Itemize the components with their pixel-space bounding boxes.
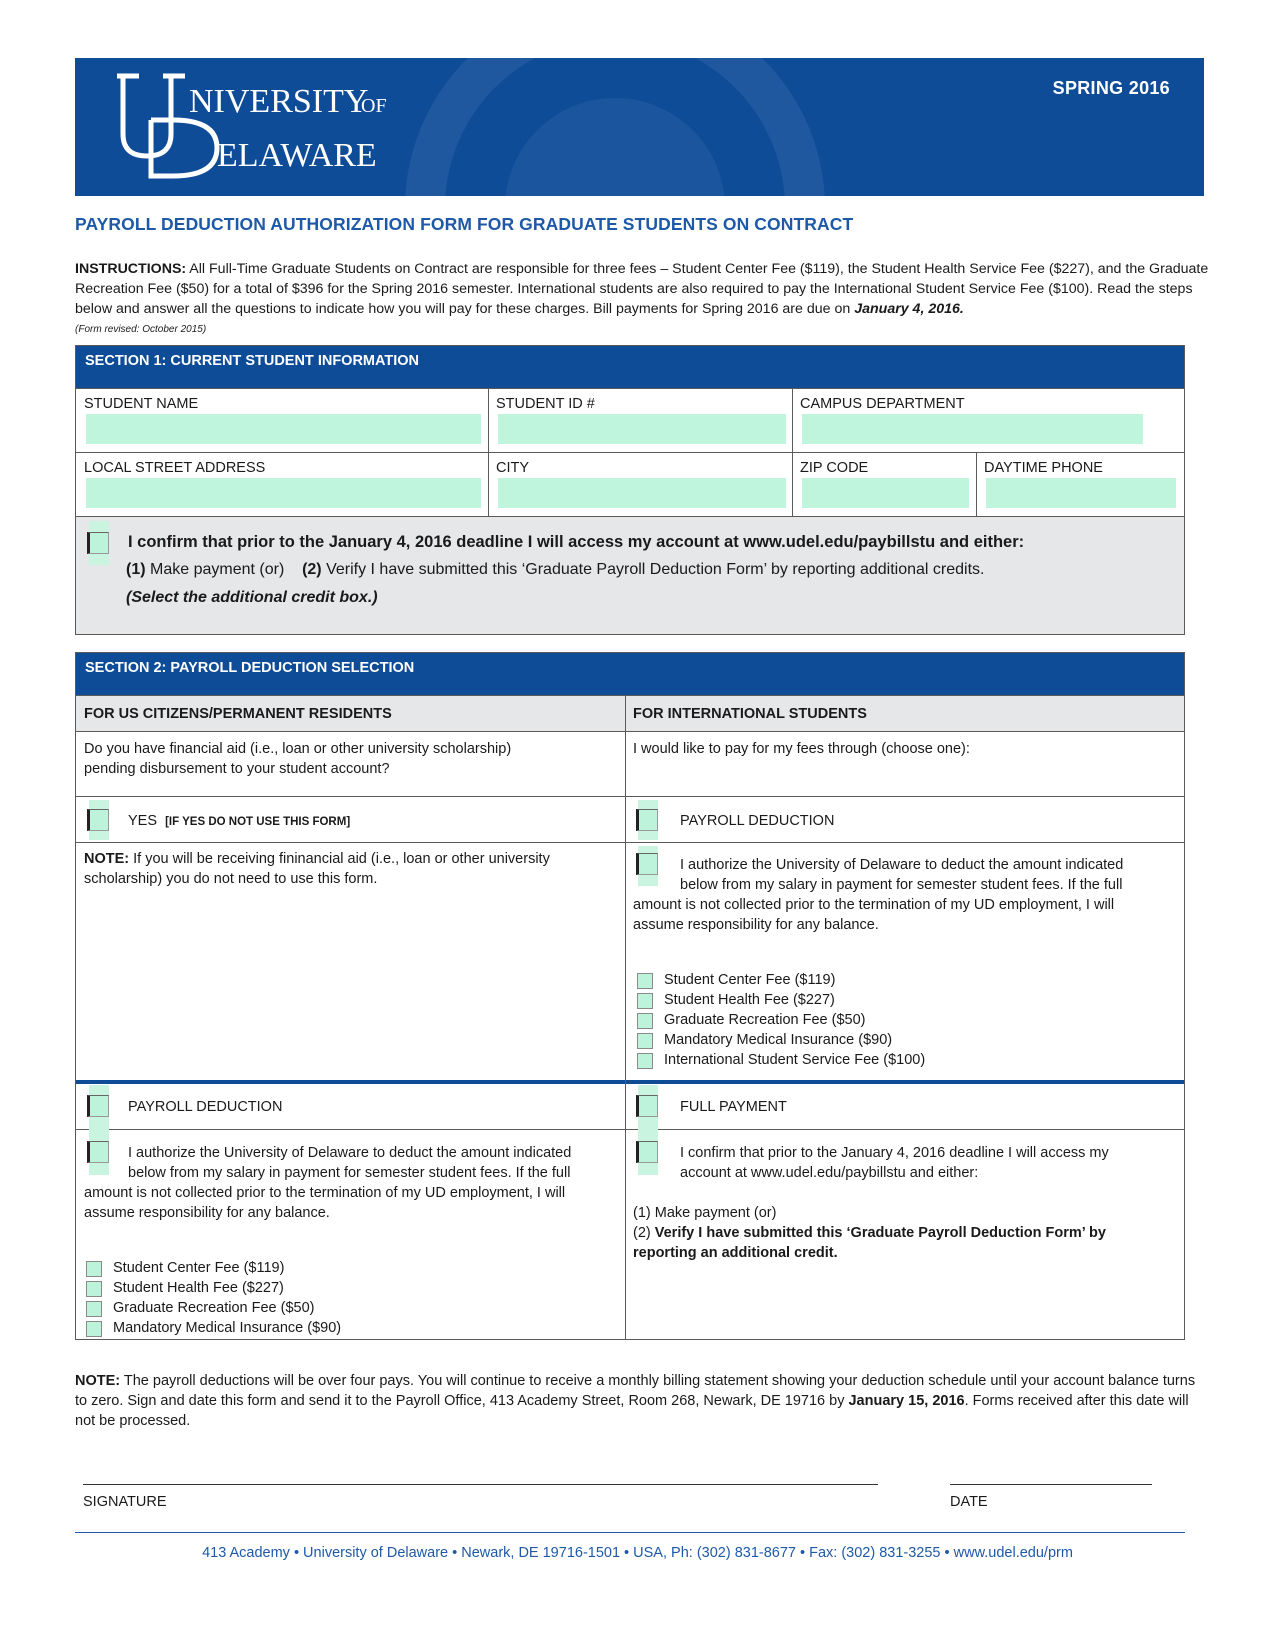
us-column-heading: FOR US CITIZENS/PERMANENT RESIDENTS	[84, 706, 392, 722]
local-address-field[interactable]	[86, 478, 481, 508]
full-payment-checkbox[interactable]	[636, 1095, 658, 1117]
semester-label: SPRING 2016	[1052, 78, 1170, 98]
us-authorize-line-3: amount is not collected prior to the termination of my UD employment, I will	[84, 1185, 566, 1201]
us-fee-recreation: Graduate Recreation Fee ($50)	[113, 1300, 315, 1316]
intl-fee-student-health: Student Health Fee ($227)	[664, 992, 835, 1008]
intl-fee-checkbox-student-center[interactable]	[637, 973, 653, 989]
svg-text:OF: OF	[361, 95, 387, 117]
footer-rule	[75, 1532, 1185, 1533]
full-option-2	[633, 1223, 1133, 1263]
intl-fee-medical: Mandatory Medical Insurance ($90)	[664, 1032, 893, 1048]
confirm-text: I confirm that prior to the January 4, 2016 deadline I will access my account at www.udel.edu/paybillstu and either:	[128, 533, 1025, 551]
bottom-note-tail: . Forms received after this date will not be processed.	[75, 1393, 1189, 1429]
intl-authorize-line-1: I authorize the University of Delaware to deduct the amount indicated	[680, 857, 1124, 873]
intl-payment-question: I would like to pay for my fees through (choose one):	[633, 741, 970, 757]
zip-code-label: ZIP CODE	[800, 460, 869, 476]
campus-department-field[interactable]	[802, 414, 1143, 444]
intl-fee-student-center: Student Center Fee ($119)	[664, 972, 836, 988]
full-confirm-checkbox[interactable]	[636, 1141, 658, 1163]
daytime-phone-label: DAYTIME PHONE	[984, 460, 1103, 476]
bottom-note-text: The payroll deductions will be over four pays. You will continue to receive a monthly billing statement showing your deduction schedule until your account balance turns to zero. Sign and date this form and send it to the Payroll Office, 413 Academy Street, Room 268, Newark, DE 19716 by	[75, 1373, 1196, 1409]
student-name-field[interactable]	[86, 414, 481, 444]
financial-aid-question: Do you have financial aid (i.e., loan or other university scholarship) pending disbursement to your student account?	[84, 741, 512, 777]
header-banner	[75, 58, 1204, 196]
us-fee-medical: Mandatory Medical Insurance ($90)	[113, 1320, 342, 1336]
student-name-label: STUDENT NAME	[84, 396, 199, 412]
us-fee-student-health: Student Health Fee ($227)	[113, 1280, 284, 1296]
intl-authorize-line-3: amount is not collected prior to the termination of my UD employment, I will	[633, 897, 1115, 913]
us-fee-checkbox-student-health[interactable]	[86, 1281, 102, 1297]
us-payroll-label: PAYROLL DEDUCTION	[128, 1099, 283, 1115]
svg-text:NIVERSITY: NIVERSITY	[189, 83, 369, 120]
option-1-number: (1)	[126, 561, 146, 578]
city-field[interactable]	[498, 478, 786, 508]
intl-fee-recreation: Graduate Recreation Fee ($50)	[664, 1012, 866, 1028]
form-title: PAYROLL DEDUCTION AUTHORIZATION FORM FOR GRADUATE STUDENTS ON CONTRACT	[75, 214, 854, 234]
signature-line[interactable]	[83, 1484, 878, 1485]
bottom-note	[75, 1371, 1210, 1431]
date-label: DATE	[950, 1494, 988, 1510]
us-authorize-line-1: I authorize the University of Delaware to deduct the amount indicated	[128, 1145, 572, 1161]
note-text: If you will be receiving fininancial aid (i.e., loan or other university scholarship) you do not need to use this form.	[84, 851, 550, 887]
bottom-note-label: NOTE:	[75, 1373, 121, 1389]
us-fee-checkbox-recreation[interactable]	[86, 1301, 102, 1317]
yes-note: [IF YES DO NOT USE THIS FORM]	[165, 816, 351, 828]
us-fee-student-center: Student Center Fee ($119)	[113, 1260, 285, 1276]
intl-payroll-label: PAYROLL DEDUCTION	[680, 813, 835, 829]
svg-text:ELAWARE: ELAWARE	[217, 137, 377, 174]
confirm-options	[126, 560, 984, 580]
section-1	[75, 345, 1185, 635]
us-authorize-line-4: assume responsibility for any balance.	[84, 1205, 330, 1221]
select-credit-note: (Select the additional credit box.)	[126, 589, 378, 606]
intl-fee-intl-service: International Student Service Fee ($100)	[664, 1052, 926, 1068]
intl-authorize-line-2: below from my salary in payment for semester student fees. If the full	[680, 877, 1123, 893]
bottom-note-deadline: January 15, 2016	[848, 1393, 965, 1409]
us-authorize-checkbox[interactable]	[87, 1141, 109, 1163]
instructions-label: INSTRUCTIONS:	[75, 261, 187, 277]
option-1-text: Make payment (or)	[145, 561, 285, 578]
full-confirm-line-2: account at www.udel.edu/paybillstu and either:	[680, 1165, 979, 1181]
student-id-field[interactable]	[498, 414, 786, 444]
signature-label: SIGNATURE	[83, 1494, 167, 1510]
section-2-heading: SECTION 2: PAYROLL DEDUCTION SELECTION	[76, 653, 1184, 695]
intl-fee-checkbox-student-health[interactable]	[637, 993, 653, 1009]
option-2-text: Verify I have submitted this ‘Graduate Payroll Deduction Form’ by reporting additional credits.	[321, 561, 985, 578]
instructions	[75, 259, 1210, 319]
full-option-2-number: (2)	[633, 1225, 655, 1241]
section-2	[75, 652, 1185, 1340]
instructions-due-date: January 4, 2016.	[854, 301, 964, 317]
us-fee-checkbox-student-center[interactable]	[86, 1261, 102, 1277]
form-revised-note: (Form revised: October 2015)	[75, 324, 207, 335]
intl-fee-checkbox-recreation[interactable]	[637, 1013, 653, 1029]
city-label: CITY	[496, 460, 530, 476]
full-payment-label: FULL PAYMENT	[680, 1099, 787, 1115]
zip-code-field[interactable]	[802, 478, 969, 508]
student-id-label: STUDENT ID #	[496, 396, 595, 412]
intl-fee-checkbox-intl-service[interactable]	[637, 1053, 653, 1069]
financial-aid-note	[84, 849, 584, 889]
us-payroll-checkbox[interactable]	[87, 1095, 109, 1117]
option-2-number: (2)	[302, 561, 322, 578]
note-label: NOTE:	[84, 851, 130, 867]
yes-checkbox[interactable]	[87, 809, 109, 831]
section-1-heading: SECTION 1: CURRENT STUDENT INFORMATION	[76, 346, 1184, 388]
us-authorize-line-2: below from my salary in payment for semester student fees. If the full	[128, 1165, 571, 1181]
local-address-label: LOCAL STREET ADDRESS	[84, 460, 266, 476]
university-logo	[111, 70, 441, 182]
campus-department-label: CAMPUS DEPARTMENT	[800, 396, 965, 412]
yes-option	[128, 811, 350, 832]
yes-label: YES	[128, 813, 158, 829]
intl-column-heading: FOR INTERNATIONAL STUDENTS	[633, 706, 867, 722]
footer-contact: 413 Academy • University of Delaware • Newark, DE 19716-1501 • USA, Ph: (302) 831-8677 • Fax: (302) 831-3255 • www.udel.edu/prm	[202, 1545, 1073, 1561]
full-option-1: (1) Make payment (or)	[633, 1205, 777, 1221]
full-option-2-text: Verify I have submitted this ‘Graduate Payroll Deduction Form’ by reporting an additional credit.	[633, 1225, 1106, 1261]
daytime-phone-field[interactable]	[986, 478, 1176, 508]
confirm-checkbox[interactable]	[87, 532, 109, 554]
us-fee-checkbox-medical[interactable]	[86, 1321, 102, 1337]
instructions-body: All Full-Time Graduate Students on Contract are responsible for three fees – Student Center Fee ($119), the Student Health Service Fee ($227), and the Graduate Recreation Fee ($50) for a total of $396 for the Spring 2016 semester. International students are also required to pay the International Student Service Fee ($100). Read the steps below and answer all the questions to indicate how you will pay for these charges. Bill payments for Spring 2016 are due on	[75, 261, 1209, 317]
date-line[interactable]	[950, 1484, 1152, 1485]
intl-fee-checkbox-medical[interactable]	[637, 1033, 653, 1049]
intl-authorize-checkbox[interactable]	[636, 853, 658, 875]
full-confirm-line-1: I confirm that prior to the January 4, 2016 deadline I will access my	[680, 1145, 1109, 1161]
intl-payroll-checkbox[interactable]	[636, 809, 658, 831]
intl-authorize-line-4: assume responsibility for any balance.	[633, 917, 879, 933]
